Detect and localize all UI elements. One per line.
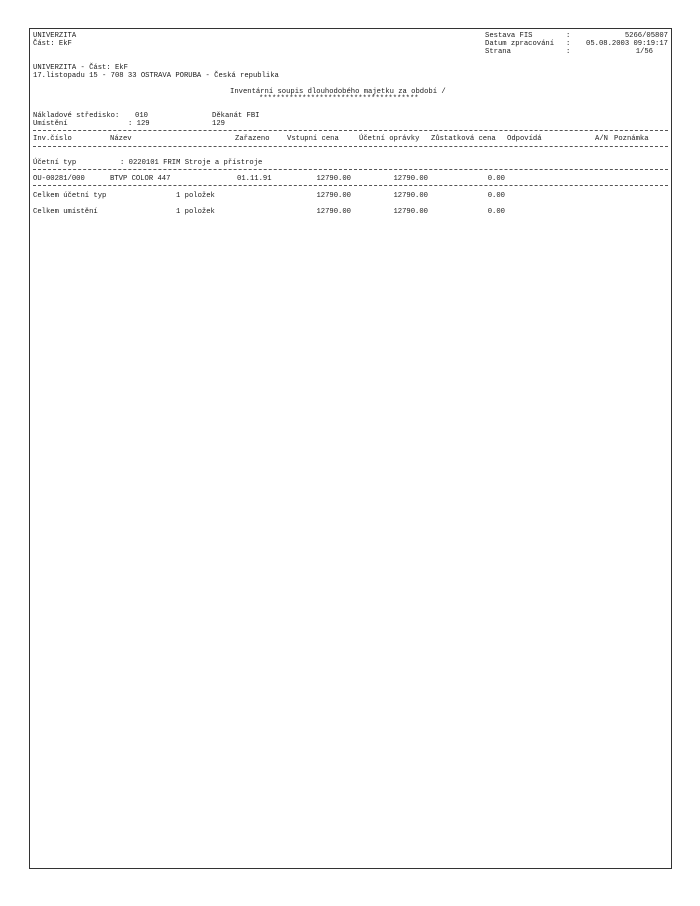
report-number: 5266/05807	[624, 32, 668, 40]
col-yes-no: A/N	[595, 135, 608, 143]
col-depreciation: Účetní oprávky	[359, 135, 420, 143]
row-rule	[33, 185, 668, 186]
col-residual: Zůstatková cena	[431, 135, 496, 143]
col-date: Zařazeno	[235, 135, 270, 143]
address-line-2: 17.listopadu 15 - 708 33 OSTRAVA PORUBA - Česká republika	[33, 72, 279, 80]
page-label: Strana	[485, 48, 511, 56]
account-type-value: : 0220101 FRIM Stroje a přístroje	[120, 159, 263, 167]
report-title: Inventární soupis dlouhodobého majetku za období /	[230, 88, 446, 96]
row-residual: 0.00	[487, 175, 505, 183]
total-location-depreciation: 12790.00	[393, 208, 428, 216]
account-rule	[33, 169, 668, 170]
location-label: Umístění	[33, 120, 68, 128]
page-colon: :	[566, 48, 571, 56]
date-colon: :	[566, 40, 571, 48]
total-account-input: 12790.00	[316, 192, 351, 200]
title-underline-stars: *************************************	[259, 95, 419, 103]
total-location-count: 1 položek	[176, 208, 215, 216]
cost-center-label: Nákladové středisko:	[33, 112, 120, 120]
account-type-label: Účetní typ	[33, 159, 77, 167]
location-name: 129	[212, 120, 225, 128]
total-account-residual: 0.00	[487, 192, 505, 200]
total-location-input: 12790.00	[316, 208, 351, 216]
location-value: : 129	[128, 120, 150, 128]
col-responsible: Odpovídá	[507, 135, 542, 143]
row-name: BTVP COLOR 447	[110, 175, 171, 183]
total-account-count: 1 položek	[176, 192, 215, 200]
row-depreciation: 12790.00	[393, 175, 428, 183]
header-rule-bottom	[33, 146, 668, 147]
total-location-label: Celkem umístění	[33, 208, 98, 216]
row-input-price: 12790.00	[316, 175, 351, 183]
report-colon: :	[566, 32, 571, 40]
page-number: 1/56	[635, 48, 653, 56]
cost-center-name: Děkanát FBI	[212, 112, 260, 120]
total-account-depreciation: 12790.00	[393, 192, 428, 200]
row-inv: OU-00281/000	[33, 175, 85, 183]
date-label: Datum zpracování	[485, 40, 555, 48]
col-name: Název	[110, 135, 132, 143]
cost-center-value: 010	[135, 112, 148, 120]
total-account-label: Celkem účetní typ	[33, 192, 107, 200]
address-line-1: UNIVERZITA - Část: EkF	[33, 64, 128, 72]
processing-date: 05.08.2003 09:19:17	[586, 40, 668, 48]
org-name: UNIVERZITA	[33, 32, 77, 40]
report-label: Sestava FIS	[485, 32, 533, 40]
report-page	[29, 28, 672, 869]
total-location-residual: 0.00	[487, 208, 505, 216]
col-note: Poznámka	[614, 135, 649, 143]
org-part: Část: EkF	[33, 40, 72, 48]
row-date: 01.11.91	[237, 175, 272, 183]
col-inv: Inv.číslo	[33, 135, 72, 143]
col-input-price: Vstupní cena	[287, 135, 339, 143]
header-rule-top	[33, 130, 668, 131]
